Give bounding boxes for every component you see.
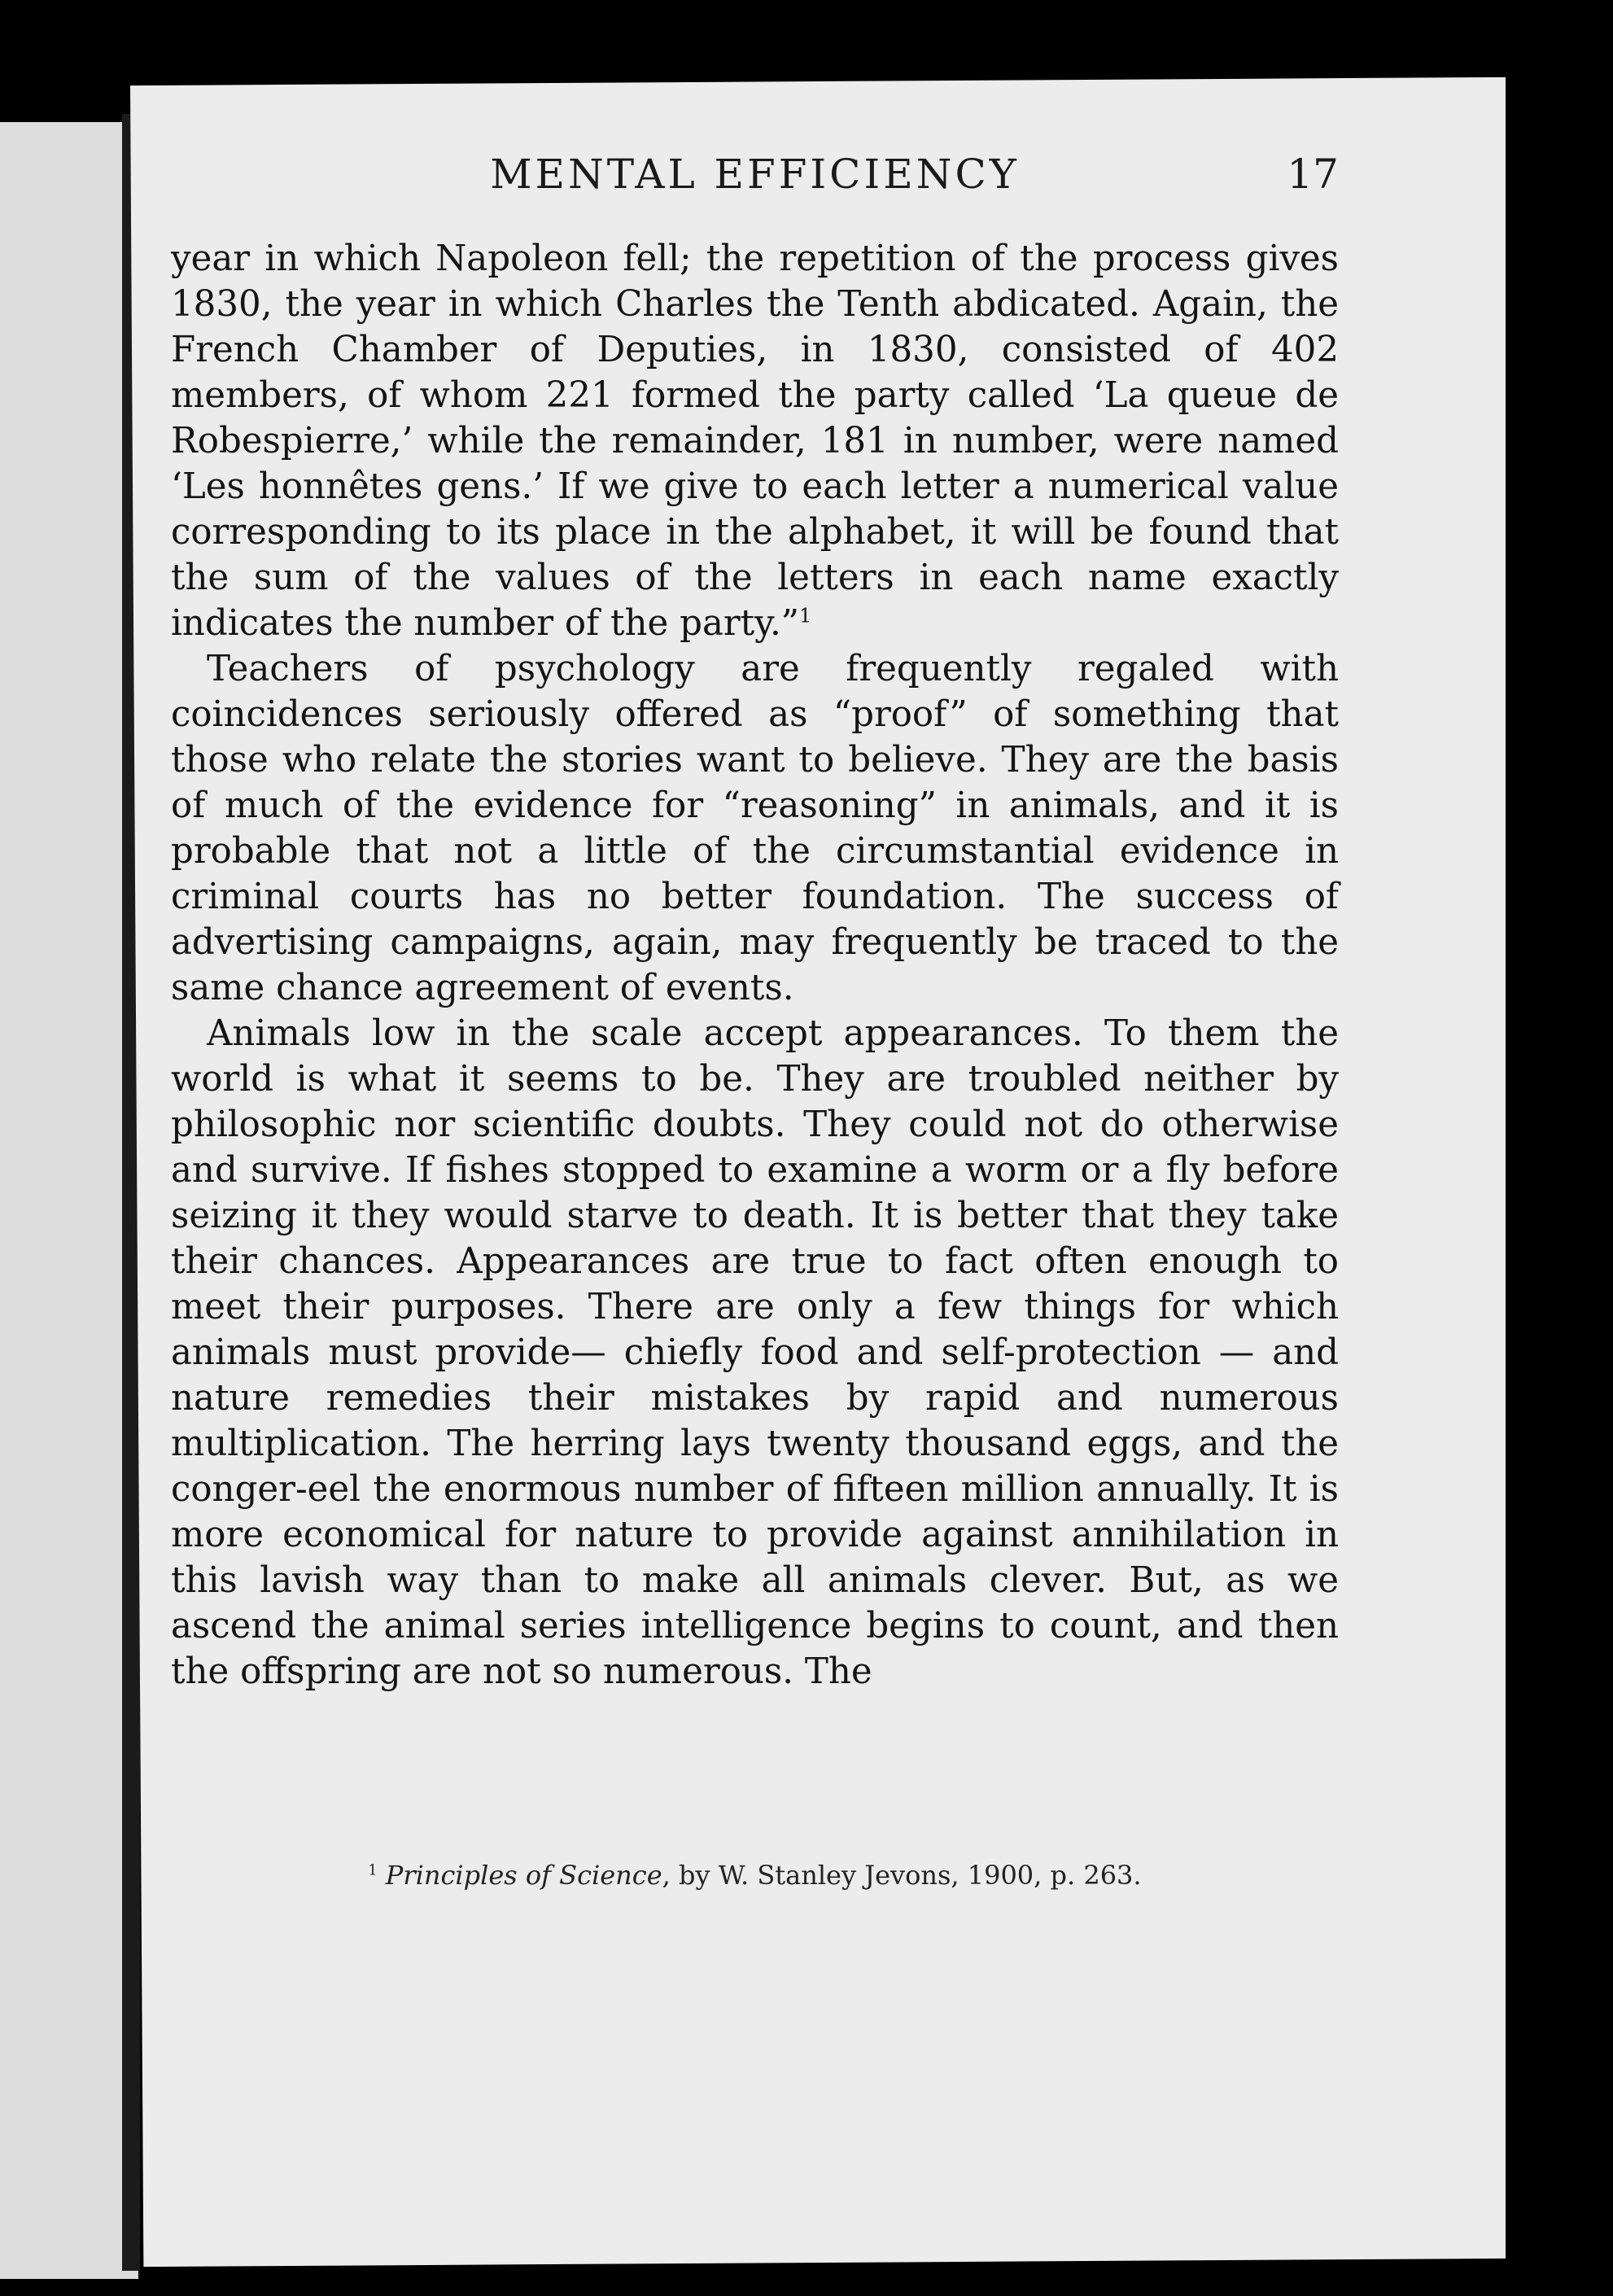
footnote-citation: , by W. Stanley Jevons, 1900, p. 263. <box>662 1860 1142 1891</box>
facing-page-edge <box>0 122 138 2279</box>
page-number: 17 <box>1287 151 1339 198</box>
footnote-mark: 1 <box>368 1862 378 1879</box>
paragraph-1 <box>171 236 1339 646</box>
footnote-title: Principles of Science <box>385 1860 662 1891</box>
page-header <box>171 151 1339 224</box>
footnote-reference: 1 <box>799 604 812 628</box>
paragraph-2: Teachers of psychology are frequently regaled with coincidences seriously offered as “proof” of something that those who relate the stories want to believe. They are the basis of much of the evidence for “reasoning” in animals, and it is probable that not a little of the circumstantial evidence in criminal courts has no better foundation. The success of advertising campaigns, again, may frequently be traced to the same chance agreement of events. <box>171 649 1339 1008</box>
paragraph-text: year in which Napoleon fell; the repetition of the process gives 1830, the year in which Charles the Tenth abdicated. Again, the French Chamber of Deputies, in 1830, consisted of 402 members, of whom 221 formed the party called ‘La queue de Robespierre,’ while the remainder, 181 in number, were named ‘Les honnêtes gens.’ If we give to each letter a numerical value corresponding to its place in the alphabet, it will be found that the sum of the values of the letters in each name exactly indicates the number of the party.” <box>171 238 1339 644</box>
body-text <box>171 236 1339 1695</box>
paragraph-3: Animals low in the scale accept appearances. To them the world is what it seems to be. They are troubled neither by philosophic nor scientific doubts. They could not do otherwise and survive. If fishes stopped to examine a worm or a fly before seizing it they would starve to death. It is better that they take their chances. Appearances are true to fact often enough to meet their purposes. There are only a few things for which animals must provide— chiefly food and self-protection — and nature remedies their mistakes by rapid and numerous multiplication. The herring lays twenty thousand eggs, and the conger-eel the enormous number of fifteen million annually. It is more economical for nature to provide against annihilation in this lavish way than to make all animals clever. But, as we ascend the animal series intelligence begins to count, and then the offspring are not so numerous. The <box>171 1013 1339 1692</box>
running-title: MENTAL EFFICIENCY <box>490 151 1020 198</box>
scan-background <box>1506 73 1613 2296</box>
footnote <box>171 1860 1339 1891</box>
